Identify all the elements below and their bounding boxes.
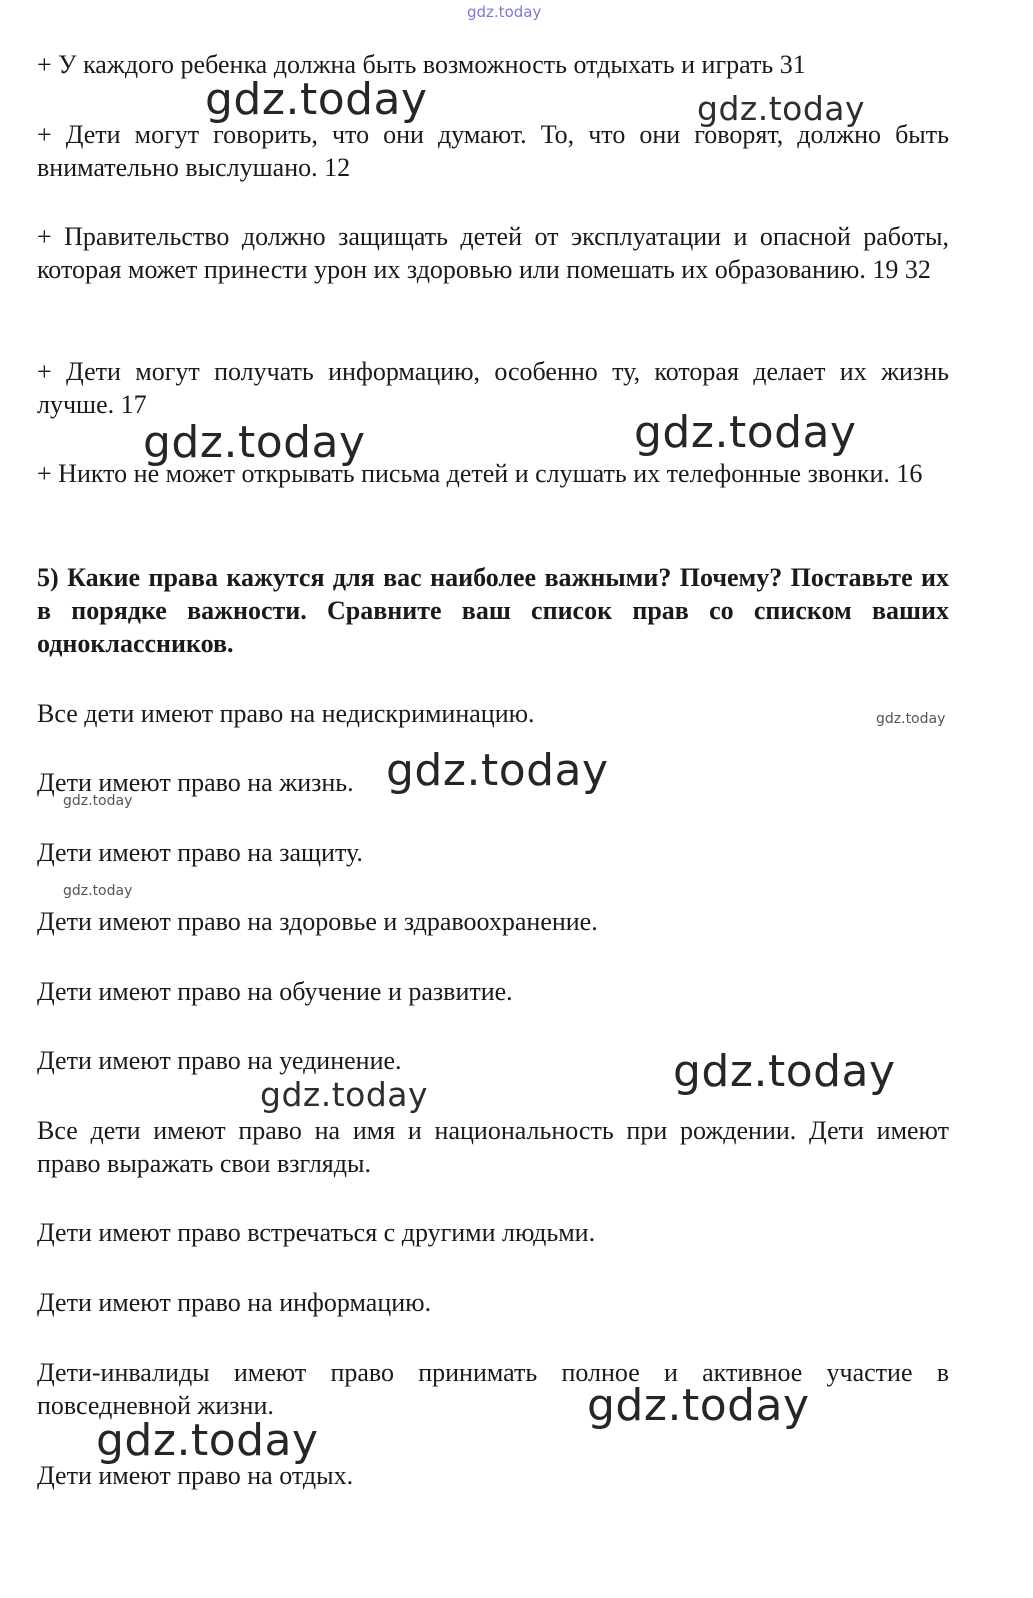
watermark-10: gdz.today [260, 1075, 429, 1114]
list-item-rest-and-play: + У каждого ребенка должна быть возможность отдыхать и играть 31 [37, 50, 806, 79]
answer-rest: Дети имеют право на отдых. [37, 1461, 354, 1490]
watermark-9: gdz.today [673, 1046, 896, 1097]
watermark-4: gdz.today [634, 407, 857, 458]
answer-health-care: Дети имеют право на здоровье и здравоохранение. [37, 907, 598, 936]
question-heading: 5) Какие права кажутся для вас наиболее важными? Почему? Поставьте их в порядке важности. Сравните ваш список прав со списком ваших одноклассников. [37, 563, 949, 658]
watermark-12: gdz.today [96, 1415, 319, 1466]
watermark-1: gdz.today [205, 74, 428, 125]
answer-disabled-children: Дети-инвалиды имеют право принимать полное и активное участие в повседневной жизни. [37, 1358, 949, 1420]
watermark-7: gdz.today [63, 793, 133, 809]
answer-right-to-life: Дети имеют право на жизнь. [37, 768, 354, 797]
watermark-6: gdz.today [386, 745, 609, 796]
watermark-8: gdz.today [63, 883, 133, 899]
answer-education-development: Дети имеют право на обучение и развитие. [37, 977, 513, 1006]
answer-privacy: Дети имеют право на уединение. [37, 1046, 402, 1075]
answer-information: Дети имеют право на информацию. [37, 1288, 432, 1317]
answer-name-nationality-views: Все дети имеют право на имя и национальность при рождении. Дети имеют право выражать свои взгляды. [37, 1116, 949, 1178]
watermark-top: gdz.today [467, 3, 542, 21]
list-item-privacy-of-correspondence: + Никто не может открывать письма детей и слушать их телефонные звонки. 16 [37, 459, 923, 488]
watermark-3: gdz.today [143, 417, 366, 468]
answer-non-discrimination: Все дети имеют право на недискриминацию. [37, 699, 535, 728]
list-item-protection-from-exploitation: + Правительство должно защищать детей от эксплуатации и опасной работы, которая может принести урон их здоровью или помешать их образованию. 19 32 [37, 222, 949, 284]
answer-meeting-people: Дети имеют право встречаться с другими людьми. [37, 1218, 596, 1247]
list-item-expressing-views: + Дети могут говорить, что они думают. То, что они говорят, должно быть внимательно выслушано. 12 [37, 120, 949, 182]
watermark-2: gdz.today [697, 89, 866, 128]
answer-right-to-protection: Дети имеют право на защиту. [37, 838, 363, 867]
watermark-11: gdz.today [587, 1380, 810, 1431]
watermark-5: gdz.today [876, 711, 946, 727]
list-item-access-to-information: + Дети могут получать информацию, особенно ту, которая делает их жизнь лучше. 17 [37, 357, 949, 419]
